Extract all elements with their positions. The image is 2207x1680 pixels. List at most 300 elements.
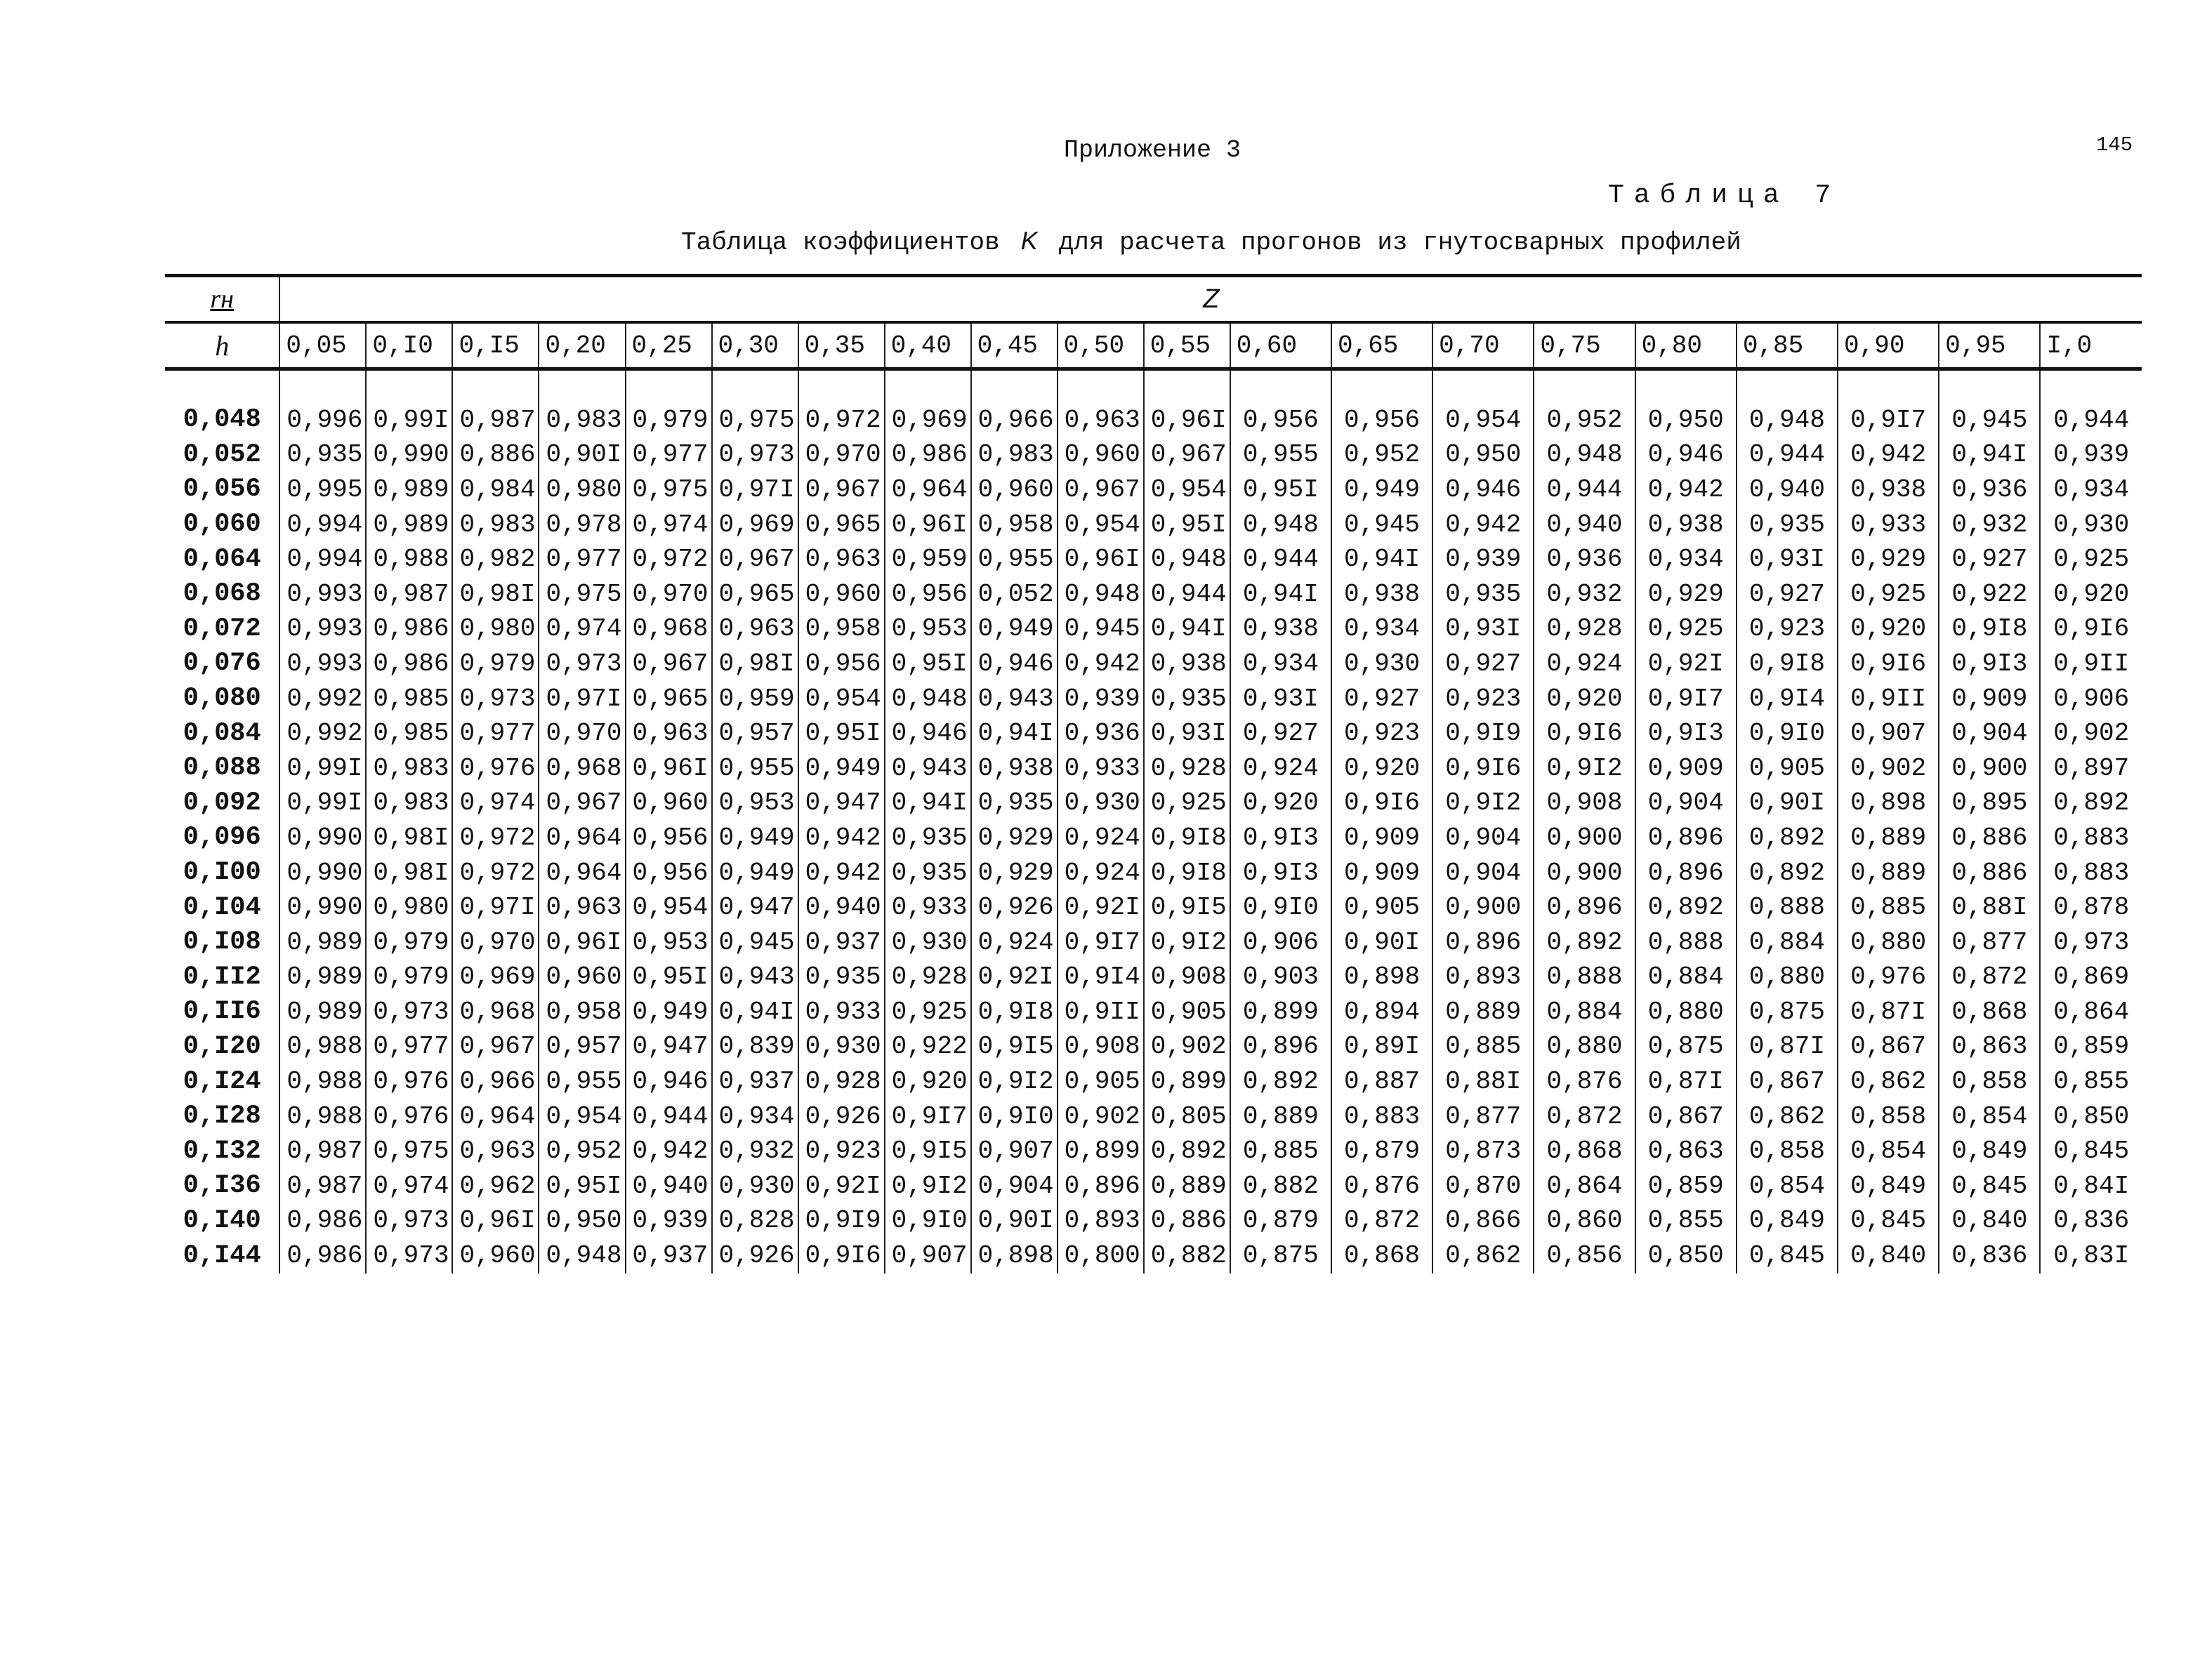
table-cell: 0,9I7 [1635,682,1737,717]
table-cell: 0,972 [452,856,539,891]
table-cell: 0,970 [539,716,625,751]
table-cell: 0,942 [1635,472,1737,508]
table-cell: 0,979 [366,960,452,996]
table-cell: 0,905 [1144,995,1230,1030]
table-cell: 0,986 [279,1238,366,1274]
table-cell: 0,930 [798,1030,885,1065]
row-label: 0,056 [183,475,261,505]
table-cell: 0,886 [1144,1204,1230,1239]
table-cell: 0,973 [366,1238,452,1274]
table-row [165,612,2142,647]
table-cell: 0,960 [626,786,712,821]
table-cell: 0,973 [2040,925,2142,960]
spacer-cell [1432,369,1534,404]
table-cell: 0,976 [1838,960,1939,996]
table-cell: 0,906 [1230,925,1331,960]
table-cell: 0,989 [279,925,366,960]
table-cell: 0,954 [1432,403,1534,438]
table-cell: 0,992 [279,716,366,751]
table-cell: 0,920 [1838,612,1939,647]
table-cell: 0,965 [712,577,798,612]
table-row [165,1099,2142,1135]
table-cell: 0,94I [1939,438,2040,473]
table-cell: 0,924 [1058,821,1144,856]
table-cell: 0,98I [366,856,452,891]
table-cell: 0,968 [539,751,625,786]
table-cell: 0,863 [1635,1134,1737,1169]
table-cell: 0,963 [798,542,885,577]
table-cell: 0,927 [1432,647,1534,682]
table-cell: 0,940 [1737,472,1838,508]
table-cell: 0,9I2 [1144,925,1230,960]
table-cell: 0,866 [1432,1204,1534,1239]
table-cell: 0,935 [1144,682,1230,717]
table-cell: 0,935 [971,786,1058,821]
table-cell: 0,9I2 [971,1064,1058,1099]
column-header: 0,70 [1432,322,1534,369]
table-cell: 0,927 [1939,542,2040,577]
row-label: 0,I04 [183,892,261,922]
spacer-cell [279,369,366,404]
table-cell: 0,954 [798,682,885,717]
spacer-cell [539,369,625,404]
table-cell: 0,973 [539,647,625,682]
table-cell: 0,9I5 [885,1134,971,1169]
table-cell: 0,987 [452,403,539,438]
table-cell: 0,875 [1230,1238,1331,1274]
column-header: 0,45 [971,322,1058,369]
table-cell: 0,930 [2040,508,2142,543]
table-cell: 0,980 [539,472,625,508]
table-cell: 0,856 [1534,1238,1635,1274]
table-cell: 0,863 [1939,1030,2040,1065]
spacer-cell [1144,369,1230,404]
table-cell: 0,9I6 [1331,786,1432,821]
table-cell: 0,950 [1635,403,1737,438]
table-cell: 0,860 [1534,1204,1635,1239]
table-cell: 0,96I [452,1204,539,1239]
spacer-cell [165,369,279,404]
table-cell: 0,929 [1635,577,1737,612]
table-cell: 0,875 [1737,995,1838,1030]
table-cell: 0,986 [366,612,452,647]
table-cell: 0,983 [366,786,452,821]
table-cell: 0,932 [1534,577,1635,612]
table-cell: 0,967 [1144,438,1230,473]
header-row-group [165,276,2142,323]
table-cell: 0,937 [626,1238,712,1274]
table-cell: 0,805 [1144,1099,1230,1135]
table-cell: 0,985 [366,716,452,751]
table-row [165,682,2142,717]
table-cell: 0,886 [1939,856,2040,891]
table-cell: 0,955 [539,1064,625,1099]
table-cell: 0,9II [1058,995,1144,1030]
table-cell: 0,864 [1534,1169,1635,1204]
table-cell: 0,869 [2040,960,2142,996]
table-cell: 0,888 [1534,960,1635,996]
table-cell: 0,892 [1230,1064,1331,1099]
table-cell: 0,95I [1144,508,1230,543]
table-cell: 0,924 [1230,751,1331,786]
table-cell: 0,958 [798,612,885,647]
table-cell: 0,828 [712,1204,798,1239]
table-cell: 0,90I [971,1204,1058,1239]
table-cell: 0,935 [798,960,885,996]
table-cell: 0,935 [885,856,971,891]
table-cell: 0,979 [366,925,452,960]
table-row [165,1030,2142,1065]
table-cell: 0,882 [1144,1238,1230,1274]
table-cell: 0,926 [712,1238,798,1274]
table-cell: 0,858 [1737,1134,1838,1169]
row-label: 0,II6 [183,997,261,1027]
table-cell: 0,945 [712,925,798,960]
table-cell: 0,944 [1737,438,1838,473]
table-cell: 0,972 [798,403,885,438]
table-cell: 0,934 [1230,647,1331,682]
table-cell: 0,943 [712,960,798,996]
table-cell: 0,845 [1737,1238,1838,1274]
table-cell: 0,850 [1635,1238,1737,1274]
table-cell: 0,980 [452,612,539,647]
table-cell: 0,872 [1534,1099,1635,1135]
table-cell: 0,96I [626,751,712,786]
table-row [165,647,2142,682]
table-cell: 0,87I [1737,1030,1838,1065]
table-cell: 0,949 [626,995,712,1030]
table-cell: 0,845 [2040,1134,2142,1169]
table-cell: 0,923 [798,1134,885,1169]
table-cell: 0,862 [1737,1099,1838,1135]
table-cell: 0,957 [712,716,798,751]
table-cell: 0,958 [539,995,625,1030]
table-cell: 0,949 [712,821,798,856]
table-cell: 0,996 [279,403,366,438]
table-cell: 0,953 [712,786,798,821]
table-cell: 0,990 [279,856,366,891]
table-cell: 0,982 [452,542,539,577]
row-header-bottom: h [165,322,279,369]
table-cell: 0,972 [626,542,712,577]
table-row [165,472,2142,508]
table-cell: 0,933 [798,995,885,1030]
table-cell: 0,896 [1635,821,1737,856]
table-cell: 0,9I2 [885,1169,971,1204]
group-header-z: Z [279,276,2142,323]
table-cell: 0,960 [452,1238,539,1274]
table-cell: 0,870 [1432,1169,1534,1204]
table-row [165,1238,2142,1274]
table-cell: 0,897 [2040,751,2142,786]
row-label: 0,096 [183,823,261,853]
table-cell: 0,92I [1635,647,1737,682]
row-label: 0,048 [183,405,261,435]
table-cell: 0,973 [452,682,539,717]
table-cell: 0,926 [798,1099,885,1135]
table-cell: 0,888 [1737,890,1838,925]
table-cell: 0,9I0 [1737,716,1838,751]
table-cell: 0,983 [971,438,1058,473]
table-cell: 0,879 [1331,1134,1432,1169]
table-cell: 0,95I [626,960,712,996]
table-cell: 0,9I6 [1534,716,1635,751]
table-cell: 0,935 [1737,508,1838,543]
table-cell: 0,946 [885,716,971,751]
column-header: 0,65 [1331,322,1432,369]
table-cell: 0,950 [1432,438,1534,473]
coefficient-table-container [165,274,2142,1274]
table-cell: 0,052 [971,577,1058,612]
table-cell: 0,905 [1737,751,1838,786]
table-cell: 0,977 [366,1030,452,1065]
table-cell: 0,924 [971,925,1058,960]
table-cell: 0,884 [1635,960,1737,996]
table-cell: 0,952 [1331,438,1432,473]
table-cell: 0,962 [452,1169,539,1204]
table-cell: 0,97I [539,682,625,717]
row-label: 0,068 [183,579,261,609]
row-label: 0,072 [183,614,261,644]
table-cell: 0,98I [452,577,539,612]
table-cell: 0,929 [971,821,1058,856]
table-cell: 0,885 [1432,1030,1534,1065]
table-cell: 0,944 [1144,577,1230,612]
table-cell: 0,986 [366,647,452,682]
table-row [165,960,2142,996]
column-header: 0,I5 [452,322,539,369]
table-cell: 0,942 [626,1134,712,1169]
table-cell: 0,992 [279,682,366,717]
table-cell: 0,958 [971,508,1058,543]
table-cell: 0,926 [971,890,1058,925]
table-cell: 0,978 [539,508,625,543]
table-cell: 0,872 [1939,960,2040,996]
table-cell: 0,9I0 [971,1099,1058,1135]
table-cell: 0,907 [971,1134,1058,1169]
table-cell: 0,896 [1058,1169,1144,1204]
table-cell: 0,989 [366,508,452,543]
table-cell: 0,969 [885,403,971,438]
table-cell: 0,942 [1432,508,1534,543]
table-cell: 0,967 [539,786,625,821]
table-cell: 0,942 [798,856,885,891]
table-cell: 0,983 [366,751,452,786]
table-cell: 0,954 [626,890,712,925]
table-cell: 0,920 [1534,682,1635,717]
table-cell: 0,855 [1635,1204,1737,1239]
row-label: 0,I24 [183,1066,261,1097]
table-cell: 0,87I [1838,995,1939,1030]
table-cell: 0,947 [798,786,885,821]
column-header: I,0 [2040,322,2142,369]
table-cell: 0,989 [279,995,366,1030]
table-cell: 0,940 [798,890,885,925]
table-cell: 0,955 [1230,438,1331,473]
table-cell: 0,936 [1058,716,1144,751]
table-cell: 0,9I8 [971,995,1058,1030]
table-cell: 0,909 [1331,821,1432,856]
table-cell: 0,953 [626,925,712,960]
table-cell: 0,967 [626,647,712,682]
table-cell: 0,883 [2040,856,2142,891]
table-cell: 0,84I [2040,1169,2142,1204]
table-cell: 0,949 [1331,472,1432,508]
table-cell: 0,952 [539,1134,625,1169]
table-cell: 0,938 [1331,577,1432,612]
table-cell: 0,939 [1432,542,1534,577]
table-cell: 0,988 [279,1064,366,1099]
table-cell: 0,908 [1058,1030,1144,1065]
table-cell: 0,885 [1230,1134,1331,1169]
table-cell: 0,99I [279,751,366,786]
spacer-cell [798,369,885,404]
table-cell: 0,970 [798,438,885,473]
row-label: 0,I32 [183,1136,261,1166]
table-cell: 0,946 [1635,438,1737,473]
table-cell: 0,896 [1534,890,1635,925]
caption-right: для расчета прогонов из гнутосварных профилей [1058,228,1741,257]
coefficient-table [165,274,2142,1274]
table-cell: 0,93I [1144,716,1230,751]
table-cell: 0,868 [1331,1238,1432,1274]
table-cell: 0,973 [366,1204,452,1239]
table-cell: 0,884 [1737,925,1838,960]
table-cell: 0,886 [452,438,539,473]
table-cell: 0,883 [2040,821,2142,856]
spacer-cell [452,369,539,404]
table-cell: 0,892 [1144,1134,1230,1169]
table-cell: 0,967 [1058,472,1144,508]
table-row [165,786,2142,821]
table-cell: 0,920 [1230,786,1331,821]
table-cell: 0,943 [971,682,1058,717]
table-cell: 0,974 [626,508,712,543]
table-row [165,716,2142,751]
table-cell: 0,9I9 [798,1204,885,1239]
table-cell: 0,904 [1432,821,1534,856]
table-cell: 0,944 [2040,403,2142,438]
spacer-cell [1230,369,1331,404]
table-cell: 0,854 [1838,1134,1939,1169]
table-cell: 0,893 [1432,960,1534,996]
table-cell: 0,88I [1432,1064,1534,1099]
table-cell: 0,883 [1331,1099,1432,1135]
table-cell: 0,964 [885,472,971,508]
table-cell: 0,920 [885,1064,971,1099]
table-cell: 0,960 [1058,438,1144,473]
table-cell: 0,942 [798,821,885,856]
table-cell: 0,889 [1838,821,1939,856]
table-cell: 0,930 [712,1169,798,1204]
table-cell: 0,946 [1432,472,1534,508]
table-cell: 0,933 [1058,751,1144,786]
table-cell: 0,868 [1534,1134,1635,1169]
table-cell: 0,964 [539,821,625,856]
table-cell: 0,927 [1331,682,1432,717]
row-label: 0,II2 [183,962,261,992]
table-cell: 0,900 [1534,856,1635,891]
table-cell: 0,989 [279,960,366,996]
table-cell: 0,988 [279,1030,366,1065]
table-cell: 0,928 [1534,612,1635,647]
table-cell: 0,955 [712,751,798,786]
table-cell: 0,9I6 [798,1238,885,1274]
table-cell: 0,908 [1534,786,1635,821]
table-cell: 0,95I [539,1169,625,1204]
table-cell: 0,936 [1939,472,2040,508]
table-cell: 0,880 [1534,1030,1635,1065]
caption-left: Таблица коэффициентов [681,228,1000,257]
table-cell: 0,9I6 [2040,612,2142,647]
spacer-cell [2040,369,2142,404]
table-cell: 0,850 [2040,1099,2142,1135]
table-cell: 0,953 [885,612,971,647]
table-cell: 0,993 [279,577,366,612]
table-cell: 0,949 [798,751,885,786]
table-cell: 0,950 [539,1204,625,1239]
table-cell: 0,94I [971,716,1058,751]
spacer-cell [1058,369,1144,404]
table-cell: 0,900 [1939,751,2040,786]
table-cell: 0,920 [2040,577,2142,612]
table-cell: 0,882 [1230,1169,1331,1204]
table-cell: 0,99I [366,403,452,438]
table-row [165,890,2142,925]
table-cell: 0,907 [1838,716,1939,751]
table-cell: 0,956 [885,577,971,612]
table-cell: 0,98I [366,821,452,856]
table-body [165,369,2142,1274]
spacer-cell [1838,369,1939,404]
table-cell: 0,943 [885,751,971,786]
table-cell: 0,963 [712,612,798,647]
table-cell: 0,878 [2040,890,2142,925]
table-cell: 0,987 [366,577,452,612]
table-cell: 0,95I [1230,472,1331,508]
table-cell: 0,955 [971,542,1058,577]
table-cell: 0,904 [971,1169,1058,1204]
table-cell: 0,9I8 [1939,612,2040,647]
table-cell: 0,859 [1635,1169,1737,1204]
table-cell: 0,949 [712,856,798,891]
table-header [165,276,2142,369]
table-cell: 0,933 [885,890,971,925]
table-cell: 0,923 [1432,682,1534,717]
spacer-cell [1331,369,1432,404]
table-cell: 0,864 [2040,995,2142,1030]
table-cell: 0,9I4 [1737,682,1838,717]
table-cell: 0,884 [1534,995,1635,1030]
table-cell: 0,889 [1432,995,1534,1030]
row-label: 0,084 [183,718,261,748]
table-cell: 0,9II [2040,647,2142,682]
table-cell: 0,900 [1432,890,1534,925]
table-cell: 0,9II [1838,682,1939,717]
table-cell: 0,934 [1331,612,1432,647]
table-cell: 0,966 [971,403,1058,438]
table-cell: 0,9I5 [971,1030,1058,1065]
table-cell: 0,986 [279,1204,366,1239]
table-cell: 0,9I7 [885,1099,971,1135]
table-cell: 0,858 [1939,1064,2040,1099]
table-cell: 0,937 [712,1064,798,1099]
table-cell: 0,956 [798,647,885,682]
table-cell: 0,877 [1432,1099,1534,1135]
table-cell: 0,968 [452,995,539,1030]
table-cell: 0,924 [1058,856,1144,891]
table-cell: 0,880 [1838,925,1939,960]
